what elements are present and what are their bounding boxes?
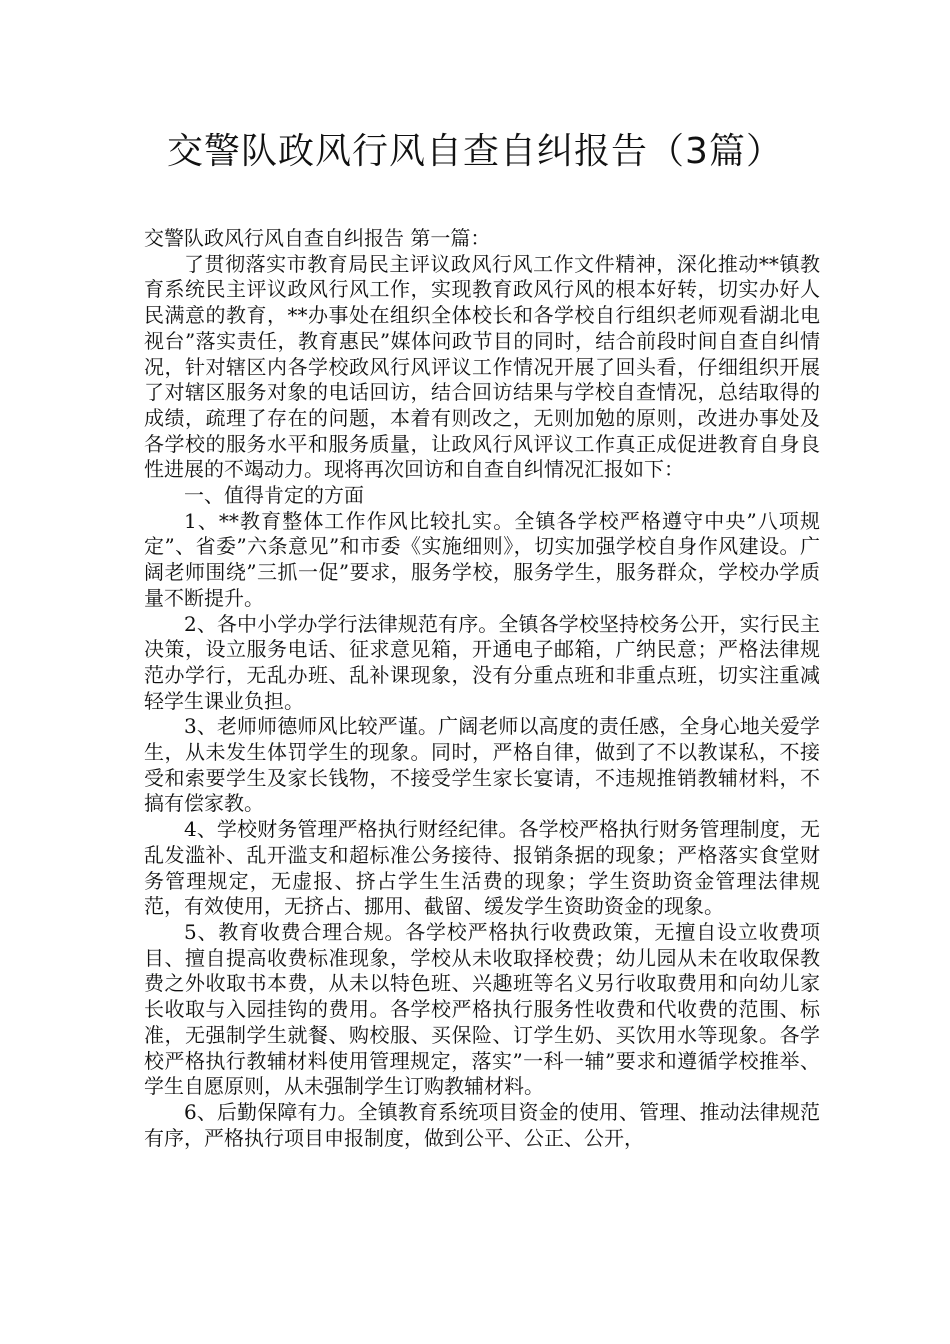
document-body bbox=[144, 226, 820, 1151]
item-paragraph-6: 6、后勤保障有力。全镇教育系统项目资金的使用、管理、推动法律规范有序，严格执行项目申报制度，做到公平、公正、公开， bbox=[144, 1099, 820, 1150]
item-paragraph-4: 4、学校财务管理严格执行财经纪律。各学校严格执行财务管理制度，无乱发滥补、乱开滥支和超标准公务接待、报销条据的现象；严格落实食堂财务管理规定，无虚报、挤占学生生活费的现象；学生资助资金管理法律规范，有效使用，无挤占、挪用、截留、缓发学生资助资金的现象。 bbox=[144, 817, 820, 919]
intro-paragraph: 了贯彻落实市教育局民主评议政风行风工作文件精神，深化推动**镇教育系统民主评议政风行风工作，实现教育政风行风的根本好转，切实办好人民满意的教育，**办事处在组织全体校长和各学校自行组织老师观看湖北电视台”落实责任，教育惠民”媒体问政节目的同时，结合前段时间自查自纠情况，针对辖区内各学校政风行风评议工作情况开展了回头看，仔细组织开展了对辖区服务对象的电话回访，结合回访结果与学校自查情况，总结取得的成绩，疏理了存在的问题，本着有则改之，无则加勉的原则，改进办事处及各学校的服务水平和服务质量，让政风行风评议工作真正成促进教育自身良性进展的不竭动力。现将再次回访和自查自纠情况汇报如下： bbox=[144, 251, 820, 482]
document-title: 交警队政风行风自查自纠报告（3篇） bbox=[167, 131, 783, 172]
item-paragraph-3: 3、老师师德师风比较严谨。广阔老师以高度的责任感，全身心地关爱学生，从未发生体罚学生的现象。同时，严格自律，做到了不以教谋私，不接受和索要学生及家长钱物，不接受学生家长宴请，不违规推销教辅材料，不搞有偿家教。 bbox=[144, 714, 820, 816]
item-paragraph-2: 2、各中小学办学行法律规范有序。全镇各学校坚持校务公开，实行民主决策，设立服务电话、征求意见箱，开通电子邮箱，广纳民意；严格法律规范办学行，无乱办班、乱补课现象，没有分重点班和非重点班，切实注重减轻学生课业负担。 bbox=[144, 611, 820, 713]
section-heading: 交警队政风行风自查自纠报告 第一篇： bbox=[144, 226, 491, 250]
item-paragraph-1: 1、**教育整体工作作风比较扎实。全镇各学校严格遵守中央”八项规定”、省委”六条意见”和市委《实施细则》，切实加强学校自身作风建设。广阔老师围绕”三抓一促”要求，服务学校，服务学生，服务群众，学校办学质量不断提升。 bbox=[144, 508, 820, 610]
item-paragraph-5: 5、教育收费合理合规。各学校严格执行收费政策，无擅自设立收费项目、擅自提高收费标准现象，学校从未收取择校费；幼儿园从未在收取保教费之外收取书本费，从未以特色班、兴趣班等名义另行收取费用和向幼儿家长收取与入园挂钩的费用。各学校严格执行服务性收费和代收费的范围、标准，无强制学生就餐、购校服、买保险、订学生奶、买饮用水等现象。各学校严格执行教辅材料使用管理规定，落实”一科一辅”要求和遵循学校推举、学生自愿原则，从未强制学生订购教辅材料。 bbox=[144, 919, 820, 1099]
subsection-heading: 一、值得肯定的方面 bbox=[184, 483, 364, 508]
